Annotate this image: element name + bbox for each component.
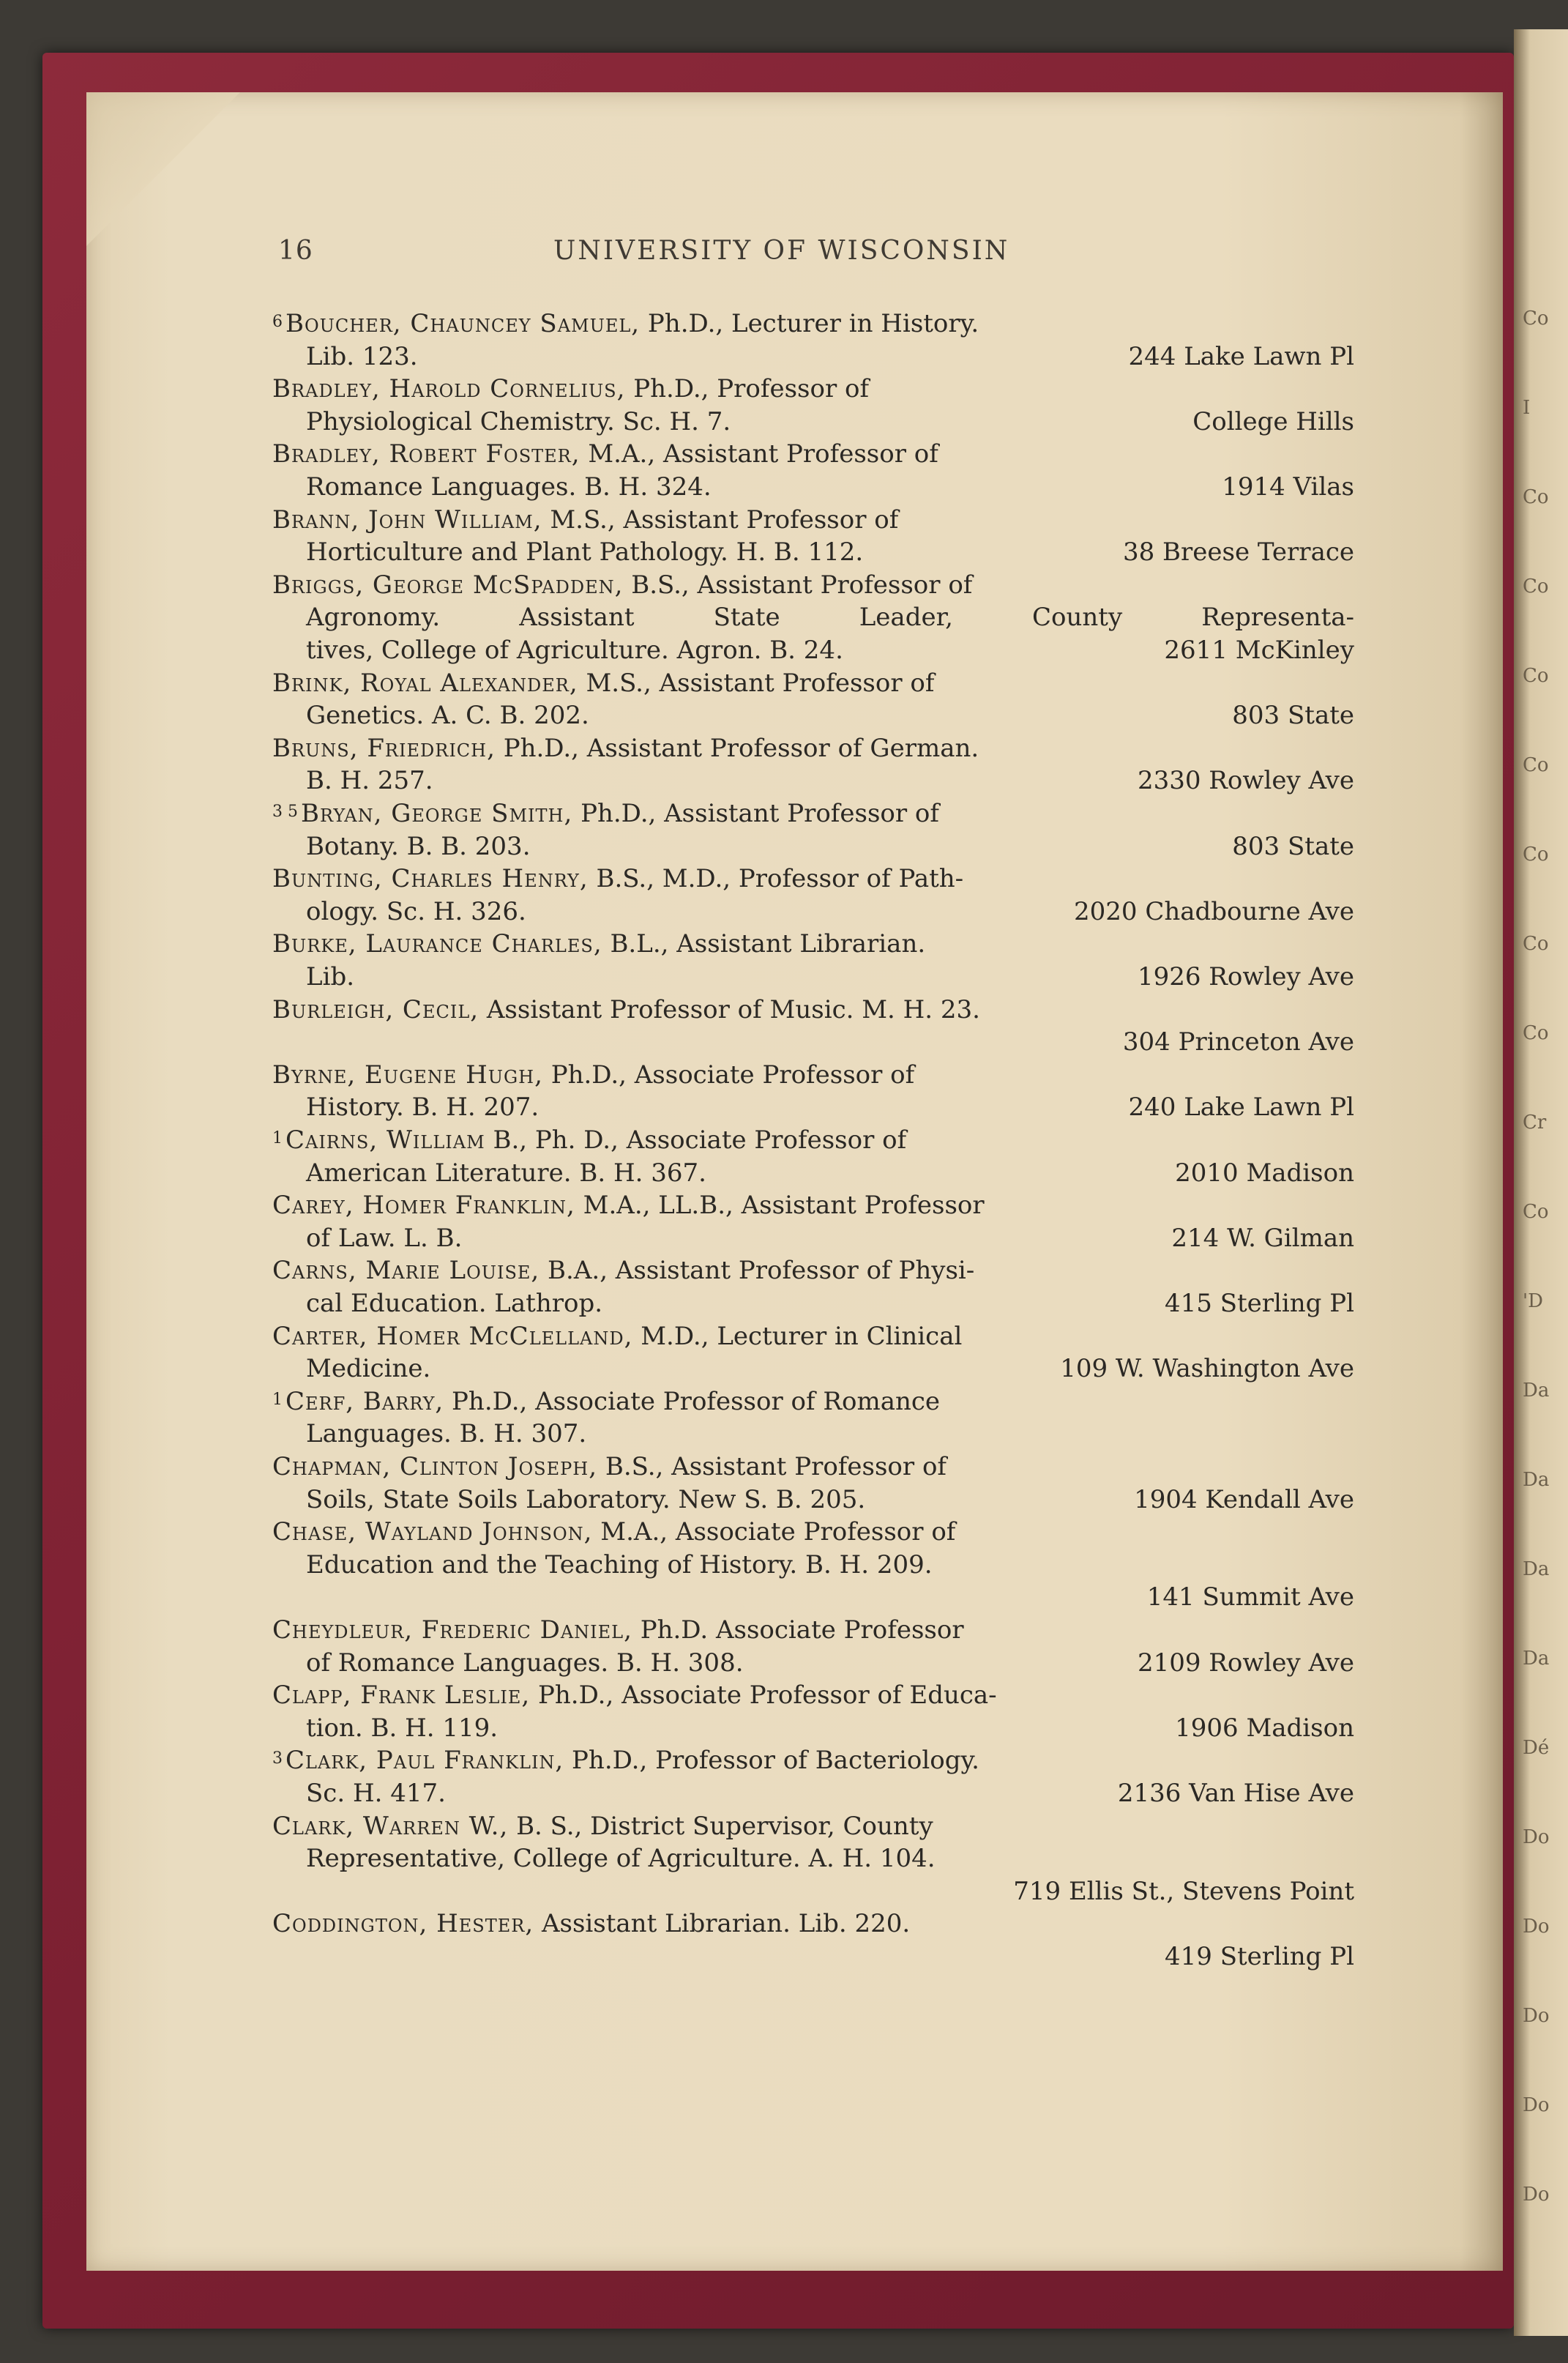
next-page-fragment: Da [1523, 1648, 1550, 1670]
faculty-name: Chase, Wayland Johnson, [272, 1517, 593, 1547]
next-page-fragment: Co [1523, 754, 1549, 776]
running-head-title: UNIVERSITY OF WISCONSIN [553, 236, 1010, 266]
office-location: tion. B. H. 119. [306, 1713, 499, 1743]
faculty-title: Ph.D. Associate Professor [632, 1615, 964, 1645]
home-address: 2020 Chadbourne Ave [1074, 896, 1354, 926]
entry-line [272, 1908, 1354, 1940]
office-location: tives, College of Agriculture. Agron. B. 24. [306, 636, 843, 665]
faculty-name: Briggs, George McSpadden, [272, 570, 624, 600]
entry-line [272, 504, 1354, 536]
next-page-fragment: Dé [1523, 1737, 1550, 1759]
entry-office-line [306, 406, 1354, 438]
next-page-fragment: Co [1523, 665, 1549, 687]
entry-office-line [306, 1484, 1354, 1516]
home-address: 244 Lake Lawn Pl [1128, 341, 1354, 371]
entry-office-line [306, 536, 1354, 568]
entry-line [272, 667, 1354, 699]
entry-line [272, 569, 1354, 601]
faculty-name: Clark, Paul Franklin, [285, 1746, 564, 1776]
entry-line [272, 994, 1354, 1026]
entry-office-line [306, 634, 1354, 666]
home-address: 415 Sterling Pl [1164, 1289, 1354, 1318]
next-page-fragment: Da [1523, 1469, 1550, 1491]
entry-office-line [306, 1940, 1354, 1973]
faculty-name: Boucher, Chauncey Samuel, [285, 309, 641, 338]
entry-address-line [306, 1581, 1354, 1613]
home-address: 141 Summit Ave [1146, 1582, 1354, 1612]
entry-line [272, 732, 1354, 764]
entry-office-line [306, 830, 1354, 863]
office-location: Horticulture and Plant Pathology. H. B. 112. [306, 537, 864, 568]
office-location: of Romance Languages. B. H. 308. [306, 1648, 744, 1678]
faculty-title: B.L., Assistant Librarian. [602, 929, 926, 959]
entry-line [272, 928, 1354, 960]
office-location: ology. Sc. H. 326. [306, 896, 526, 926]
entry-continuation: Agronomy. Assistant State Leader, County Representa- [306, 603, 1354, 633]
home-address: 1904 Kendall Ave [1134, 1484, 1354, 1514]
faculty-title: Ph.D., Lecturer in History. [640, 309, 979, 338]
entry-office-line [306, 1549, 1354, 1581]
entry-line [272, 1679, 1354, 1711]
entry-line [272, 1385, 1354, 1418]
faculty-name: Bunting, Charles Henry, [272, 864, 589, 894]
faculty-title: Ph.D., Professor of Bacteriology. [564, 1746, 979, 1776]
home-address: 719 Ellis St., Stevens Point [1013, 1876, 1354, 1906]
faculty-name: Byrne, Eugene Hugh, [272, 1060, 543, 1090]
entry-office-line [306, 1091, 1354, 1123]
office-location: Sc. H. 417. [306, 1779, 446, 1808]
entry-line [272, 438, 1354, 470]
office-location: Soils, State Soils Laboratory. New S. B. 205. [306, 1484, 866, 1514]
next-page-fragment: Co [1523, 1201, 1549, 1223]
entry-line [272, 373, 1354, 405]
office-location: Genetics. A. C. B. 202. [306, 701, 589, 731]
faculty-title: Ph.D., Associate Professor of [542, 1060, 915, 1090]
faculty-name: Cerf, Barry, [285, 1386, 444, 1416]
home-address: 2109 Rowley Ave [1137, 1648, 1354, 1678]
faculty-title: Ph.D., Associate Professor of Romance [444, 1386, 941, 1416]
next-page-fragment: Co [1523, 576, 1549, 598]
faculty-title: Ph.D., Assistant Professor of [572, 799, 939, 828]
entry-line [272, 1451, 1354, 1483]
faculty-title: M.A., Assistant Professor of [580, 439, 938, 469]
next-page-fragment: Cr [1523, 1112, 1547, 1134]
entry-line [272, 308, 1354, 340]
office-location: Medicine. [306, 1354, 431, 1384]
footnote-marker: 3 5 [272, 803, 298, 821]
faculty-title: M.D., Lecturer in Clinical [632, 1321, 963, 1351]
faculty-title: Assistant Professor of Music. M. H. 23. [479, 994, 980, 1024]
next-page-fragment: Do [1523, 2094, 1550, 2116]
office-location: Physiological Chemistry. Sc. H. 7. [306, 406, 731, 436]
home-address: 1914 Vilas [1222, 472, 1354, 502]
entry-office-line [306, 1287, 1354, 1320]
faculty-name: Clapp, Frank Leslie, [272, 1681, 531, 1711]
home-address: 2136 Van Hise Ave [1117, 1779, 1354, 1808]
entry-line [272, 863, 1354, 895]
office-location: American Literature. B. H. 367. [306, 1158, 706, 1188]
office-location: Languages. B. H. 307. [306, 1419, 587, 1449]
faculty-title: B.A., Assistant Professor of Physi- [540, 1256, 975, 1286]
home-address: 240 Lake Lawn Pl [1128, 1093, 1354, 1123]
faculty-name: Carter, Homer McClelland, [272, 1321, 633, 1351]
entry-office-line [306, 699, 1354, 732]
entry-line [272, 1744, 1354, 1776]
office-location: Representative, College of Agriculture. A. H. 104. [306, 1844, 936, 1874]
office-location: B. H. 257. [306, 766, 433, 796]
faculty-name: Carey, Homer Franklin, [272, 1191, 575, 1221]
faculty-title: M.A., Associate Professor of [592, 1517, 956, 1547]
next-page-fragment: Co [1523, 844, 1549, 866]
next-page-fragment: Co [1523, 308, 1549, 330]
footnote-marker: 1 [272, 1129, 283, 1147]
faculty-name: Carns, Marie Louise, [272, 1256, 540, 1286]
next-page-fragment: Do [1523, 1916, 1550, 1938]
page-number: 16 [278, 236, 313, 266]
office-location: Lib. [306, 962, 355, 991]
entry-office-line [306, 1842, 1354, 1875]
entry-line [272, 1516, 1354, 1548]
office-location: Botany. B. B. 203. [306, 831, 531, 861]
next-page-fragment: Co [1523, 486, 1549, 508]
entry-line [272, 1254, 1354, 1287]
home-address: 1906 Madison [1175, 1713, 1354, 1743]
next-page-fragment: Do [1523, 1826, 1550, 1848]
entry-office-line [306, 471, 1354, 503]
footnote-marker: 3 [272, 1749, 283, 1768]
next-page-fragment: 'D [1523, 1290, 1543, 1312]
faculty-title: B., Ph. D., Associate Professor of [485, 1125, 907, 1155]
home-address: 38 Breese Terrace [1122, 537, 1354, 568]
home-address: College Hills [1192, 406, 1354, 436]
entry-office-line [306, 1712, 1354, 1744]
faculty-title: M.A., LL.B., Assistant Professor [575, 1191, 985, 1221]
faculty-name: Cheydleur, Frederic Daniel, [272, 1615, 632, 1645]
faculty-name: Chapman, Clinton Joseph, [272, 1452, 598, 1481]
home-address: 419 Sterling Pl [1164, 1942, 1354, 1971]
entry-line [272, 1124, 1354, 1156]
entry-line [272, 1320, 1354, 1352]
faculty-title: B.S., M.D., Professor of Path- [588, 864, 964, 894]
faculty-title: B.S., Assistant Professor of [623, 570, 973, 600]
entry-line [272, 1189, 1354, 1221]
entry-office-line [306, 1222, 1354, 1254]
home-address: 2330 Rowley Ave [1137, 766, 1354, 796]
faculty-title: Ph.D., Professor of [625, 374, 870, 404]
entry-line [272, 797, 1354, 830]
faculty-name: Clark, Warren W., [272, 1811, 509, 1841]
entry-office-line [306, 764, 1354, 797]
faculty-title: M.S., Assistant Professor of [578, 668, 935, 698]
entry-office-line [306, 1157, 1354, 1189]
next-page-fragment: Do [1523, 2184, 1550, 2206]
entry-office-line [306, 341, 1354, 373]
faculty-title: Ph.D., Assistant Professor of German. [495, 733, 979, 763]
faculty-title: M.S., Assistant Professor of [542, 505, 899, 535]
home-address: 803 State [1232, 831, 1354, 861]
office-location: Education and the Teaching of History. B. H. 209. [306, 1549, 933, 1579]
faculty-name: Bruns, Friedrich, [272, 733, 496, 763]
faculty-name: Brink, Royal Alexander, [272, 668, 578, 698]
office-location: cal Education. Lathrop. [306, 1289, 603, 1318]
faculty-name: Bradley, Harold Cornelius, [272, 374, 626, 404]
home-address: 1926 Rowley Ave [1137, 962, 1354, 991]
footnote-marker: 1 [272, 1390, 283, 1409]
footnote-marker: 6 [272, 313, 283, 331]
next-page-fragment: Co [1523, 933, 1549, 955]
faculty-title: B.S., Assistant Professor of [597, 1452, 947, 1481]
entry-line [272, 1810, 1354, 1842]
faculty-title: B. S., District Supervisor, County [508, 1811, 933, 1841]
office-location: History. B. H. 207. [306, 1093, 540, 1123]
entry-line [272, 1059, 1354, 1091]
entry-office-line [306, 1777, 1354, 1809]
faculty-name: Burleigh, Cecil, [272, 994, 479, 1024]
entry-office-line [306, 1352, 1354, 1385]
home-address: 304 Princeton Ave [1122, 1027, 1354, 1057]
faculty-title: Assistant Librarian. Lib. 220. [534, 1909, 911, 1939]
home-address: 214 W. Gilman [1171, 1223, 1354, 1253]
office-location: of Law. L. B. [306, 1223, 463, 1253]
home-address: 803 State [1232, 701, 1354, 731]
entry-address-line [306, 1875, 1354, 1908]
faculty-name: Cairns, William [285, 1125, 485, 1155]
next-page-fragment: Da [1523, 1558, 1550, 1580]
next-page-fragment: Da [1523, 1380, 1550, 1402]
faculty-name: Coddington, Hester, [272, 1909, 534, 1939]
entry-office-line [306, 1418, 1354, 1450]
office-location: Lib. 123. [306, 341, 418, 371]
next-page-fragment: Co [1523, 1022, 1549, 1044]
next-page-fragment: Do [1523, 2005, 1550, 2027]
faculty-title: Ph.D., Associate Professor of Educa- [530, 1681, 997, 1711]
home-address: 109 W. Washington Ave [1060, 1354, 1354, 1384]
home-address: 2010 Madison [1175, 1158, 1354, 1188]
entry-office-line [306, 1647, 1354, 1679]
office-location: Romance Languages. B. H. 324. [306, 472, 712, 502]
entry-line [272, 1614, 1354, 1646]
faculty-name: Bryan, George Smith, [301, 799, 573, 828]
next-page-fragment: I [1523, 397, 1531, 419]
faculty-name: Burke, Laurance Charles, [272, 929, 602, 959]
entry-office-line [306, 961, 1354, 993]
faculty-name: Brann, John William, [272, 505, 542, 535]
entry-office-line [306, 1026, 1354, 1058]
entry-office-line [306, 896, 1354, 928]
home-address: 2611 McKinley [1164, 636, 1354, 665]
faculty-name: Bradley, Robert Foster, [272, 439, 580, 469]
